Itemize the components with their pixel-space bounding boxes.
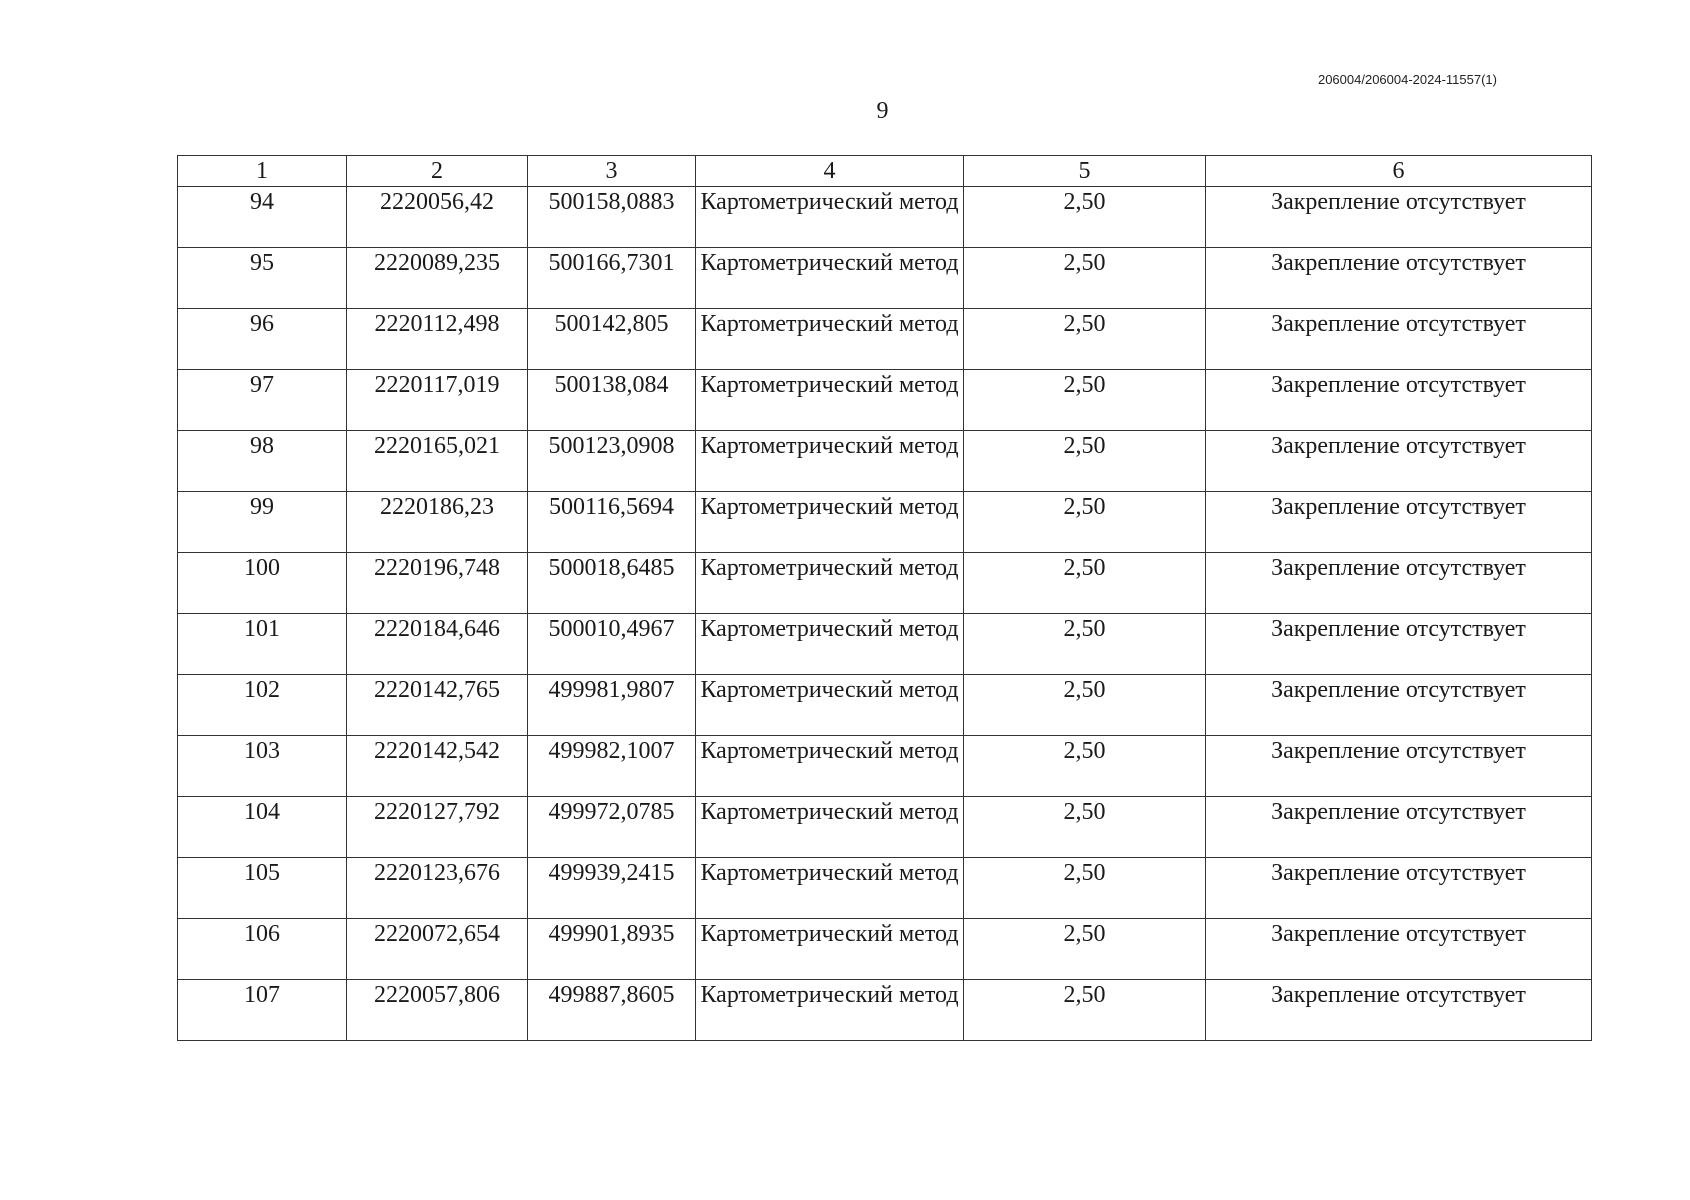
method-cell: Картометрический метод (696, 797, 964, 858)
x-coordinate-cell: 2220127,792 (347, 797, 528, 858)
point-number-cell: 101 (178, 614, 347, 675)
point-number-cell: 102 (178, 675, 347, 736)
method-cell: Картометрический метод (696, 492, 964, 553)
x-coordinate-cell: 2220123,676 (347, 858, 528, 919)
x-coordinate-cell: 2220186,23 (347, 492, 528, 553)
marking-cell: Закрепление отсутствует (1206, 797, 1592, 858)
table-row (178, 675, 1592, 736)
accuracy-cell: 2,50 (964, 187, 1206, 248)
method-cell: Картометрический метод (696, 980, 964, 1041)
marking-cell: Закрепление отсутствует (1206, 492, 1592, 553)
marking-cell: Закрепление отсутствует (1206, 919, 1592, 980)
point-number-cell: 105 (178, 858, 347, 919)
table-row (178, 736, 1592, 797)
accuracy-cell: 2,50 (964, 736, 1206, 797)
table-row (178, 187, 1592, 248)
y-coordinate-cell: 500116,5694 (528, 492, 696, 553)
x-coordinate-cell: 2220089,235 (347, 248, 528, 309)
table-row (178, 248, 1592, 309)
y-coordinate-cell: 500166,7301 (528, 248, 696, 309)
x-coordinate-cell: 2220112,498 (347, 309, 528, 370)
point-number-cell: 104 (178, 797, 347, 858)
x-coordinate-cell: 2220056,42 (347, 187, 528, 248)
table-row (178, 309, 1592, 370)
point-number-cell: 106 (178, 919, 347, 980)
accuracy-cell: 2,50 (964, 431, 1206, 492)
point-number-cell: 96 (178, 309, 347, 370)
table-row (178, 492, 1592, 553)
marking-cell: Закрепление отсутствует (1206, 553, 1592, 614)
accuracy-cell: 2,50 (964, 492, 1206, 553)
y-coordinate-cell: 500142,805 (528, 309, 696, 370)
page-number: 9 (876, 98, 889, 124)
y-coordinate-cell: 499972,0785 (528, 797, 696, 858)
marking-cell: Закрепление отсутствует (1206, 858, 1592, 919)
y-coordinate-cell: 500010,4967 (528, 614, 696, 675)
point-number-cell: 94 (178, 187, 347, 248)
table-header-row (178, 156, 1592, 187)
column-header: 6 (1206, 156, 1592, 187)
table-body (178, 187, 1592, 1041)
accuracy-cell: 2,50 (964, 614, 1206, 675)
column-header: 3 (528, 156, 696, 187)
table-row (178, 614, 1592, 675)
point-number-cell: 103 (178, 736, 347, 797)
point-number-cell: 98 (178, 431, 347, 492)
y-coordinate-cell: 499887,8605 (528, 980, 696, 1041)
method-cell: Картометрический метод (696, 187, 964, 248)
marking-cell: Закрепление отсутствует (1206, 614, 1592, 675)
x-coordinate-cell: 2220165,021 (347, 431, 528, 492)
y-coordinate-cell: 500018,6485 (528, 553, 696, 614)
method-cell: Картометрический метод (696, 736, 964, 797)
x-coordinate-cell: 2220117,019 (347, 370, 528, 431)
accuracy-cell: 2,50 (964, 980, 1206, 1041)
method-cell: Картометрический метод (696, 431, 964, 492)
marking-cell: Закрепление отсутствует (1206, 187, 1592, 248)
point-number-cell: 107 (178, 980, 347, 1041)
marking-cell: Закрепление отсутствует (1206, 675, 1592, 736)
marking-cell: Закрепление отсутствует (1206, 736, 1592, 797)
table-row (178, 431, 1592, 492)
marking-cell: Закрепление отсутствует (1206, 248, 1592, 309)
y-coordinate-cell: 499901,8935 (528, 919, 696, 980)
document-id: 206004/206004-2024-11557(1) (1317, 72, 1497, 87)
accuracy-cell: 2,50 (964, 309, 1206, 370)
y-coordinate-cell: 500123,0908 (528, 431, 696, 492)
method-cell: Картометрический метод (696, 858, 964, 919)
accuracy-cell: 2,50 (964, 248, 1206, 309)
accuracy-cell: 2,50 (964, 370, 1206, 431)
method-cell: Картометрический метод (696, 675, 964, 736)
x-coordinate-cell: 2220184,646 (347, 614, 528, 675)
method-cell: Картометрический метод (696, 309, 964, 370)
column-header: 5 (964, 156, 1206, 187)
method-cell: Картометрический метод (696, 919, 964, 980)
table-row (178, 858, 1592, 919)
table-row (178, 980, 1592, 1041)
accuracy-cell: 2,50 (964, 553, 1206, 614)
point-number-cell: 97 (178, 370, 347, 431)
point-number-cell: 99 (178, 492, 347, 553)
table-row (178, 919, 1592, 980)
y-coordinate-cell: 499982,1007 (528, 736, 696, 797)
marking-cell: Закрепление отсутствует (1206, 370, 1592, 431)
column-header: 1 (178, 156, 347, 187)
accuracy-cell: 2,50 (964, 797, 1206, 858)
x-coordinate-cell: 2220142,542 (347, 736, 528, 797)
table-row (178, 553, 1592, 614)
method-cell: Картометрический метод (696, 614, 964, 675)
y-coordinate-cell: 500138,084 (528, 370, 696, 431)
point-number-cell: 95 (178, 248, 347, 309)
point-number-cell: 100 (178, 553, 347, 614)
x-coordinate-cell: 2220072,654 (347, 919, 528, 980)
accuracy-cell: 2,50 (964, 675, 1206, 736)
method-cell: Картометрический метод (696, 248, 964, 309)
column-header: 2 (347, 156, 528, 187)
marking-cell: Закрепление отсутствует (1206, 980, 1592, 1041)
table-row (178, 797, 1592, 858)
y-coordinate-cell: 500158,0883 (528, 187, 696, 248)
marking-cell: Закрепление отсутствует (1206, 431, 1592, 492)
x-coordinate-cell: 2220142,765 (347, 675, 528, 736)
method-cell: Картометрический метод (696, 553, 964, 614)
accuracy-cell: 2,50 (964, 858, 1206, 919)
y-coordinate-cell: 499939,2415 (528, 858, 696, 919)
table-row (178, 370, 1592, 431)
marking-cell: Закрепление отсутствует (1206, 309, 1592, 370)
column-header: 4 (696, 156, 964, 187)
y-coordinate-cell: 499981,9807 (528, 675, 696, 736)
x-coordinate-cell: 2220196,748 (347, 553, 528, 614)
coordinates-table (177, 155, 1592, 1041)
accuracy-cell: 2,50 (964, 919, 1206, 980)
method-cell: Картометрический метод (696, 370, 964, 431)
x-coordinate-cell: 2220057,806 (347, 980, 528, 1041)
